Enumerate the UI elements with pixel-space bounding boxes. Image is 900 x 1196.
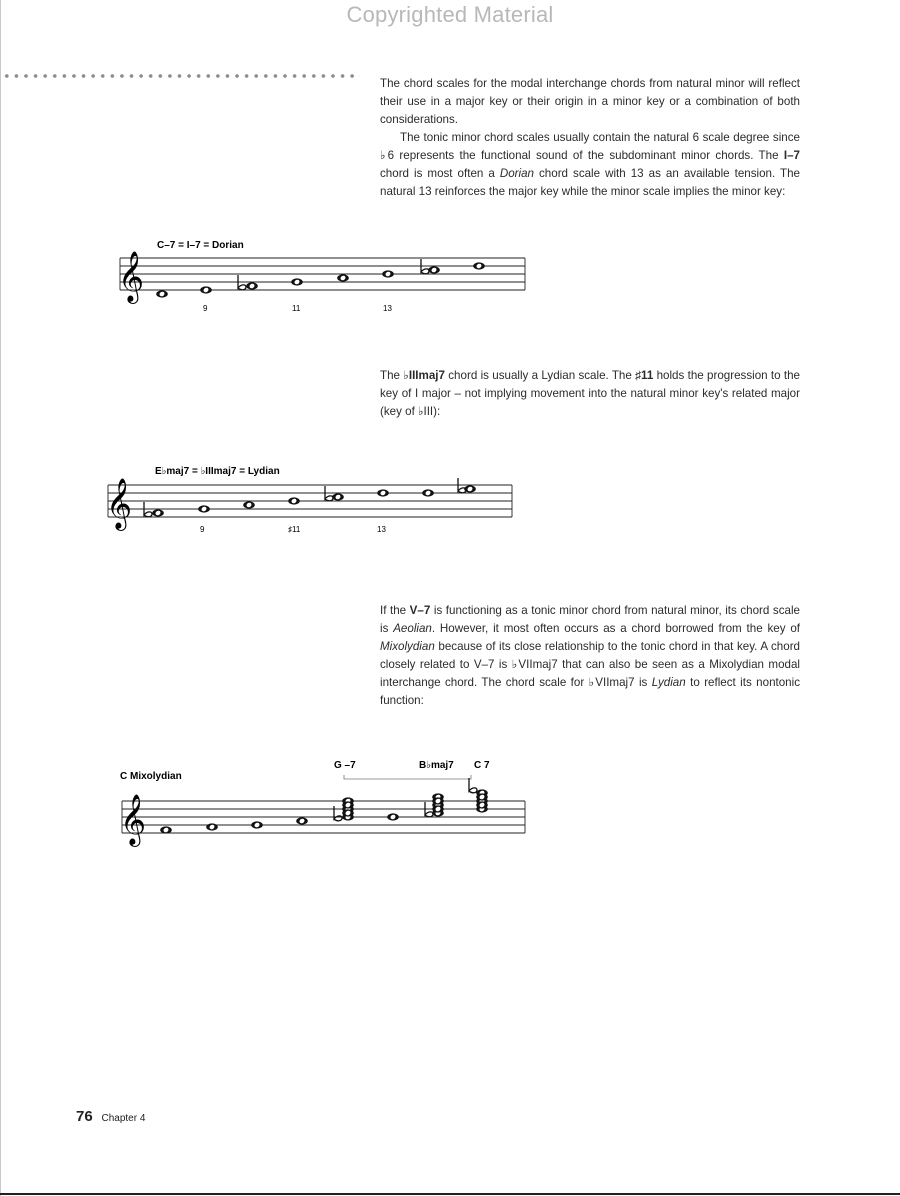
p4-mixolydian: Mixolydian bbox=[380, 640, 435, 653]
treble-clef-icon: 𝄞 bbox=[118, 252, 145, 301]
p4-aeolian: Aeolian bbox=[393, 622, 432, 635]
tension-label: 13 bbox=[377, 525, 386, 534]
note bbox=[342, 809, 354, 816]
note bbox=[337, 274, 349, 281]
p3-sharp11: ♯11 bbox=[635, 369, 654, 382]
p4-text-e: to reflect its nontonic function: bbox=[380, 676, 801, 707]
note bbox=[156, 290, 168, 297]
p3-text-c: holds the progression to the key of I major – not implying movement into the natural minor key's related major (key of ♭III): bbox=[380, 369, 801, 418]
note bbox=[152, 509, 164, 516]
bracket bbox=[344, 775, 471, 779]
note bbox=[476, 793, 488, 800]
flat-icon bbox=[334, 806, 342, 821]
note bbox=[160, 826, 172, 833]
p2-dorian: Dorian bbox=[499, 167, 534, 180]
example-1-title: C–7 = I–7 = Dorian bbox=[157, 240, 244, 251]
tension-label: 9 bbox=[200, 525, 205, 534]
p2-text-d: chord scale with 13 as an available tension. The natural 13 reinforces the major key while the minor scale implies the minor key: bbox=[380, 167, 800, 198]
example-3-staff bbox=[120, 760, 525, 847]
note bbox=[432, 805, 444, 812]
note bbox=[243, 501, 255, 508]
example-2-title: E♭maj7 = ♭IIImaj7 = Lydian bbox=[155, 466, 280, 477]
p2-text-b: represents the functional sound of the subdominant minor chords. The bbox=[394, 149, 784, 162]
example-3-title: C Mixolydian bbox=[120, 771, 182, 782]
bottom-rule bbox=[0, 1193, 900, 1195]
note bbox=[198, 505, 210, 512]
note bbox=[296, 817, 308, 824]
note bbox=[476, 801, 488, 808]
note bbox=[342, 801, 354, 808]
note bbox=[332, 493, 344, 500]
note bbox=[377, 489, 389, 496]
p4-v7: V–7 bbox=[409, 604, 431, 617]
note bbox=[387, 813, 399, 820]
p4-text-b: is functioning as a tonic minor chord from natural minor, its chord scale is bbox=[380, 604, 800, 635]
page-footer bbox=[76, 1108, 145, 1125]
flat-icon bbox=[469, 778, 477, 793]
tension-label: 13 bbox=[383, 304, 392, 313]
p4-lydian: Lydian bbox=[651, 676, 686, 689]
chord-label: G –7 bbox=[334, 760, 356, 771]
p3-chord: ♭IIImaj7 bbox=[403, 369, 445, 382]
p3-text-b: chord is usually a Lydian scale. The bbox=[444, 369, 636, 382]
p2-text-a: The tonic minor chord scales usually contain the natural 6 scale degree since bbox=[400, 131, 800, 144]
p4-text-c: . However, it most often occurs as a chord borrowed from the key of bbox=[431, 622, 801, 635]
p2-text-c: chord is most often a bbox=[380, 167, 500, 180]
tension-label: 11 bbox=[292, 304, 301, 313]
p2-i7: I–7 bbox=[783, 149, 800, 162]
note bbox=[422, 489, 434, 496]
tension-label: 9 bbox=[203, 304, 208, 313]
p4-text-a: If the bbox=[380, 604, 410, 617]
page-number: 76 bbox=[76, 1108, 93, 1125]
note bbox=[428, 266, 440, 273]
p3-text-a: The bbox=[380, 369, 404, 382]
example-1-staff bbox=[118, 240, 525, 313]
paragraph-1-text: The chord scales for the modal interchange chords from natural minor will reflect their use in a major key or their origin in a minor key or a combination of both considerations. bbox=[380, 77, 800, 126]
note bbox=[206, 823, 218, 830]
watermark: Copyrighted Material bbox=[346, 2, 554, 27]
treble-clef-icon: 𝄞 bbox=[120, 795, 147, 844]
treble-clef-icon: 𝄞 bbox=[106, 479, 133, 528]
chord-label: B♭maj7 bbox=[419, 760, 454, 771]
example-2-staff bbox=[106, 466, 512, 534]
note bbox=[382, 270, 394, 277]
note bbox=[432, 797, 444, 804]
note bbox=[246, 282, 258, 289]
note bbox=[251, 821, 263, 828]
note bbox=[200, 286, 212, 293]
note bbox=[464, 485, 476, 492]
tension-label: ♯11 bbox=[288, 525, 301, 534]
note bbox=[473, 262, 485, 269]
note bbox=[288, 497, 300, 504]
chapter-label: Chapter 4 bbox=[101, 1113, 146, 1124]
p4-text-d: because of its close relationship to the tonic chord in that key. A chord closely related to V–7 is ♭VIImaj7 that can also be seen as a Mixolydian modal interchange chord. The chord scale for ♭VIImaj7 is bbox=[380, 640, 800, 689]
chord-label: C 7 bbox=[474, 760, 490, 771]
p2-flat6: ♭6 bbox=[380, 149, 395, 162]
note bbox=[291, 278, 303, 285]
